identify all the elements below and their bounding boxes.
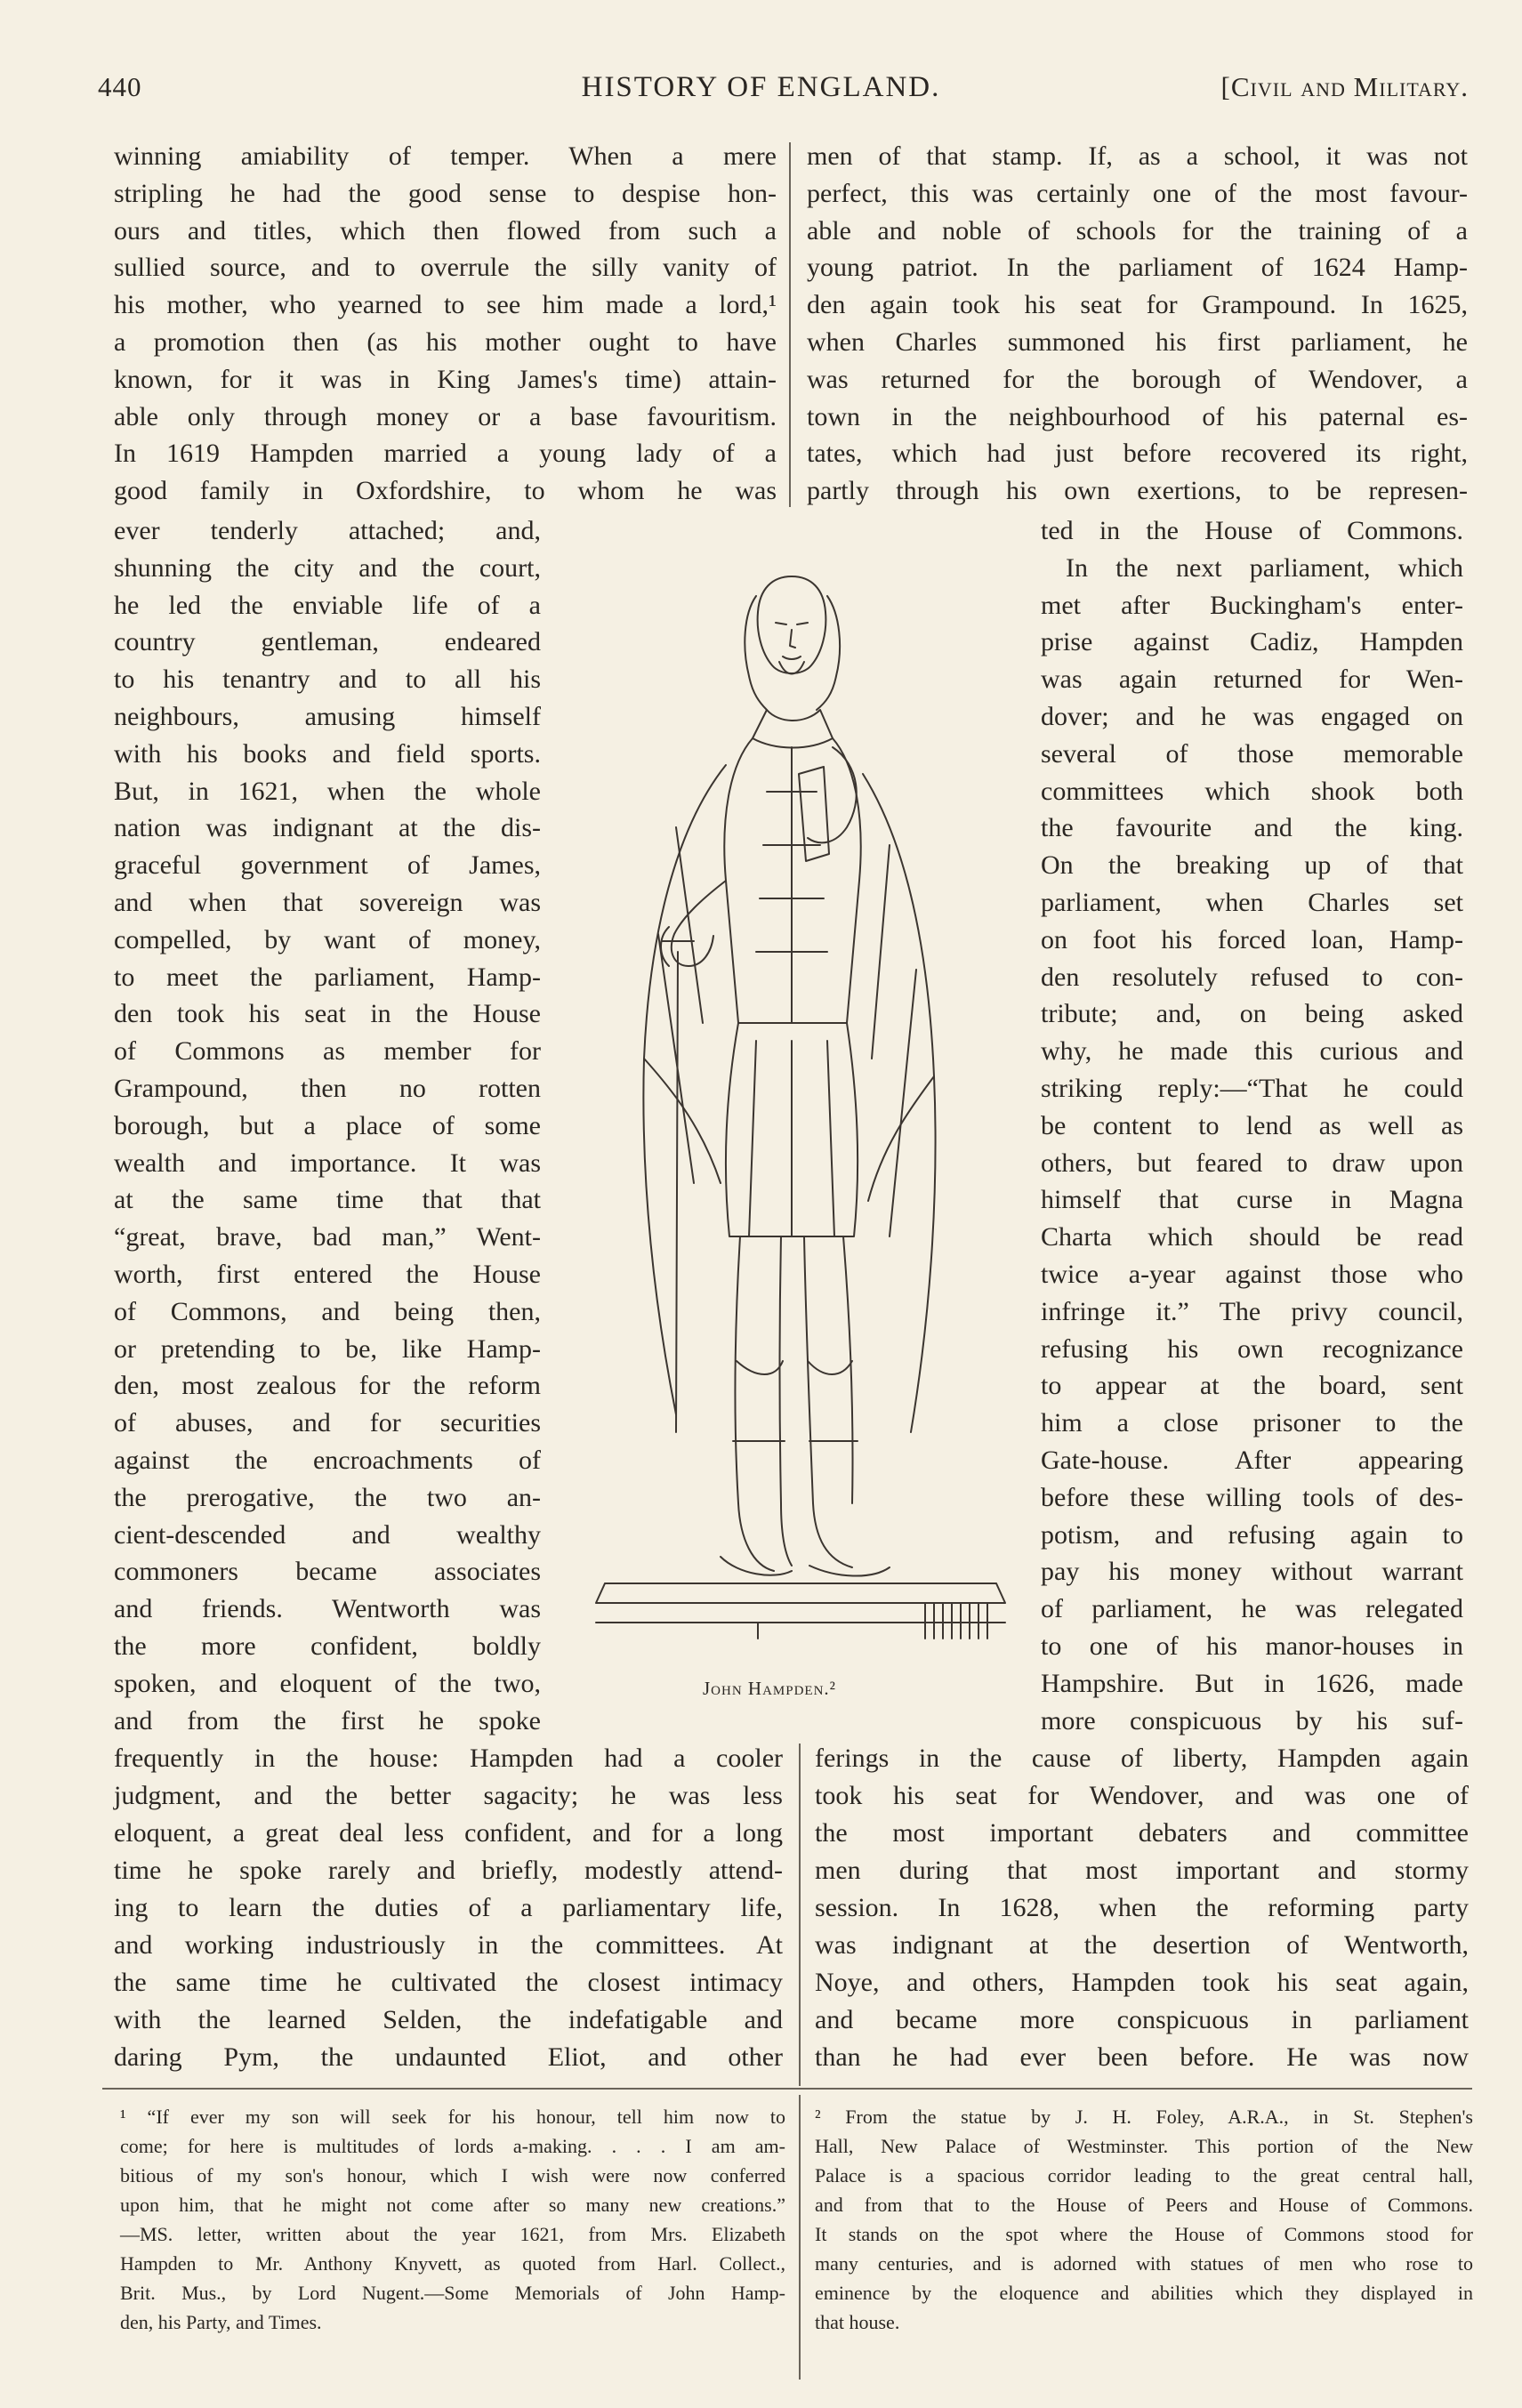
text-line: den took his seat in the House [114, 999, 541, 1028]
text-line: him a close prisoner to the [1041, 1408, 1463, 1438]
column-rule-bottom [799, 1744, 801, 2086]
text-line: tates, which had just before recovered its right, [807, 439, 1468, 468]
text-line: shunning the city and the court, [114, 553, 541, 583]
text-line: why, he made this curious and [1041, 1036, 1463, 1066]
text-line: prise against Cadiz, Hampden [1041, 627, 1463, 656]
text-line: more conspicuous by his suf- [1041, 1706, 1463, 1736]
text-line: stripling he had the good sense to despise hon- [114, 179, 777, 208]
text-line: to meet the parliament, Hamp- [114, 962, 541, 992]
text-line: daring Pym, the undaunted Eliot, and other [114, 2042, 783, 2072]
text-line: tribute; and, on being asked [1041, 999, 1463, 1028]
text-line: “great, brave, bad man,” Went- [114, 1222, 541, 1252]
text-line: was indignant at the desertion of Wentworth, [815, 1930, 1469, 1960]
text-line: and working industriously in the committees. At [114, 1930, 783, 1960]
footnote-line: den, his Party, and Times. [120, 2311, 322, 2333]
text-line: nation was indignant at the dis- [114, 813, 541, 842]
text-line: men during that most important and stormy [815, 1856, 1469, 1885]
text-line: was again returned for Wen- [1041, 664, 1463, 694]
text-line: known, for it was in King James's time) attain- [114, 365, 777, 394]
text-line: ferings in the cause of liberty, Hampden again [815, 1744, 1469, 1773]
text-line: graceful government of James, [114, 850, 541, 880]
text-line: of parliament, he was relegated [1041, 1594, 1463, 1623]
footnote-line: Hall, New Palace of Westminster. This portion of the New [815, 2135, 1473, 2157]
text-line: judgment, and the better sagacity; he was less [114, 1781, 783, 1810]
text-line: den again took his seat for Grampound. In 1625, [807, 290, 1468, 319]
footnote-line: Brit. Mus., by Lord Nugent.—Some Memorials of John Hamp- [120, 2282, 785, 2304]
text-line: to his tenantry and to all his [114, 664, 541, 694]
text-line: perfect, this was certainly one of the most favour- [807, 179, 1468, 208]
text-line: Charta which should be read [1041, 1222, 1463, 1252]
text-line: and from the first he spoke [114, 1706, 541, 1736]
footnote-line: Hampden to Mr. Anthony Knyvett, as quoted from Harl. Collect., [120, 2252, 785, 2275]
text-line: compelled, by want of money, [114, 925, 541, 954]
text-line: ever tenderly attached; and, [114, 516, 541, 545]
text-line: Gate-house. After appearing [1041, 1446, 1463, 1475]
footnote-line: ¹ “If ever my son will seek for his honour, tell him now to [120, 2106, 785, 2128]
text-line: ours and titles, which then flowed from such a [114, 216, 777, 246]
text-line: Noye, and others, Hampden took his seat again, [815, 1968, 1469, 1997]
text-line: to one of his manor-houses in [1041, 1631, 1463, 1661]
text-line: and became more conspicuous in parliament [815, 2005, 1469, 2034]
text-line: wealth and importance. It was [114, 1148, 541, 1178]
footnote-line: that house. [815, 2311, 900, 2333]
text-line: several of those memorable [1041, 739, 1463, 769]
text-line: worth, first entered the House [114, 1260, 541, 1289]
text-line: met after Buckingham's enter- [1041, 591, 1463, 620]
text-line: a promotion then (as his mother ought to have [114, 327, 777, 357]
footnote-line: ² From the statue by J. H. Foley, A.R.A., in St. Stephen's [815, 2106, 1473, 2128]
text-line: eloquent, a great deal less confident, and for a long [114, 1818, 783, 1848]
running-header [0, 71, 1522, 116]
text-line: on foot his forced loan, Hamp- [1041, 925, 1463, 954]
text-line: infringe it.” The privy council, [1041, 1297, 1463, 1326]
footnote-line: eminence by the eloquence and abilities which they displayed in [815, 2282, 1473, 2304]
text-line: country gentleman, endeared [114, 627, 541, 656]
text-line: his mother, who yearned to see him made a lord,¹ [114, 290, 777, 319]
text-line: session. In 1628, when the reforming party [815, 1893, 1469, 1922]
footnote-line: It stands on the spot where the House of Commons stood for [815, 2223, 1473, 2245]
footnote-line: bitious of my son's honour, which I wish were now conferred [120, 2164, 785, 2187]
text-line: with the learned Selden, the indefatigable and [114, 2005, 783, 2034]
text-line: be content to lend as well as [1041, 1111, 1463, 1140]
text-line: of Commons, and being then, [114, 1297, 541, 1326]
text-line: the prerogative, the two an- [114, 1483, 541, 1512]
statue-illustration [596, 576, 1005, 1639]
text-line: Hampshire. But in 1626, made [1041, 1669, 1463, 1698]
footnote-line: upon him, that he might not come after so many new creations.” [120, 2194, 785, 2216]
text-line: borough, but a place of some [114, 1111, 541, 1140]
text-line: able only through money or a base favouritism. [114, 402, 777, 431]
text-line: striking reply:—“That he could [1041, 1074, 1463, 1103]
text-line: himself that curse in Magna [1041, 1185, 1463, 1214]
text-line: In 1619 Hampden married a young lady of a [114, 439, 777, 468]
footnote-column-rule [799, 2095, 801, 2380]
statue-figure [569, 560, 1014, 1663]
text-line: able and noble of schools for the training of a [807, 216, 1468, 246]
text-line: when Charles summoned his first parliament, he [807, 327, 1468, 357]
text-line: the most important debaters and committee [815, 1818, 1469, 1848]
text-line: den resolutely refused to con- [1041, 962, 1463, 992]
text-line: with his books and field sports. [114, 739, 541, 769]
text-line: the same time he cultivated the closest intimacy [114, 1968, 783, 1997]
text-line: town in the neighbourhood of his paternal es- [807, 402, 1468, 431]
text-line: But, in 1621, when the whole [114, 777, 541, 806]
text-line: neighbours, amusing himself [114, 702, 541, 731]
text-line: and when that sovereign was [114, 888, 541, 917]
text-line: potism, and refusing again to [1041, 1520, 1463, 1550]
text-line: he led the enviable life of a [114, 591, 541, 620]
text-line: took his seat for Wendover, and was one of [815, 1781, 1469, 1810]
figure-caption: John Hampden.² [703, 1678, 836, 1699]
footnote-rule [102, 2088, 1472, 2090]
text-line: than he had ever been before. He was now [815, 2042, 1469, 2072]
text-line: commoners became associates [114, 1557, 541, 1586]
text-line: was returned for the borough of Wendover, a [807, 365, 1468, 394]
page-number: 440 [98, 71, 142, 102]
text-line: In the next parliament, which [1066, 553, 1463, 583]
footnote-line: and from that to the House of Peers and House of Commons. [815, 2194, 1473, 2216]
text-line: before these willing tools of des- [1041, 1483, 1463, 1512]
page-title: HISTORY OF ENGLAND. [581, 71, 941, 103]
column-rule-top [789, 142, 791, 507]
text-line: the more confident, boldly [114, 1631, 541, 1661]
text-line: pay his money without warrant [1041, 1557, 1463, 1586]
text-line: time he spoke rarely and briefly, modestly attend- [114, 1856, 783, 1885]
text-line: refusing his own recognizance [1041, 1334, 1463, 1364]
text-line: On the breaking up of that [1041, 850, 1463, 880]
text-line: against the encroachments of [114, 1446, 541, 1475]
text-line: others, but feared to draw upon [1041, 1148, 1463, 1178]
text-line: and friends. Wentworth was [114, 1594, 541, 1623]
footnote-line: come; for here is multitudes of lords a-making. . . . I am am- [120, 2135, 785, 2157]
text-line: to appear at the board, sent [1041, 1371, 1463, 1400]
text-line: sullied source, and to overrule the silly vanity of [114, 253, 777, 282]
footnote-line: Palace is a spacious corridor leading to the great central hall, [815, 2164, 1473, 2187]
text-line: men of that stamp. If, as a school, it was not [807, 141, 1468, 171]
text-line: winning amiability of temper. When a mere [114, 141, 777, 171]
text-line: or pretending to be, like Hamp- [114, 1334, 541, 1364]
footnote-line: many centuries, and is adorned with statues of men who rose to [815, 2252, 1473, 2275]
text-line: Grampound, then no rotten [114, 1074, 541, 1103]
text-line: parliament, when Charles set [1041, 888, 1463, 917]
text-line: partly through his own exertions, to be represen- [807, 476, 1468, 505]
text-line: twice a-year against those who [1041, 1260, 1463, 1289]
text-line: den, most zealous for the reform [114, 1371, 541, 1400]
text-line: of abuses, and for securities [114, 1408, 541, 1438]
text-line: of Commons as member for [114, 1036, 541, 1066]
text-line: good family in Oxfordshire, to whom he was [114, 476, 777, 505]
text-line: spoken, and eloquent of the two, [114, 1669, 541, 1698]
text-line: at the same time that that [114, 1185, 541, 1214]
text-line: cient-descended and wealthy [114, 1520, 541, 1550]
text-line: ing to learn the duties of a parliamentary life, [114, 1893, 783, 1922]
text-line: committees which shook both [1041, 777, 1463, 806]
text-line: young patriot. In the parliament of 1624 Hamp- [807, 253, 1468, 282]
text-line: frequently in the house: Hampden had a cooler [114, 1744, 783, 1773]
section-title: [Civil and Military. [1220, 71, 1469, 102]
footnote-line: —MS. letter, written about the year 1621, from Mrs. Elizabeth [120, 2223, 785, 2245]
text-line: dover; and he was engaged on [1041, 702, 1463, 731]
text-line: the favourite and the king. [1041, 813, 1463, 842]
text-line: ted in the House of Commons. [1041, 516, 1463, 545]
